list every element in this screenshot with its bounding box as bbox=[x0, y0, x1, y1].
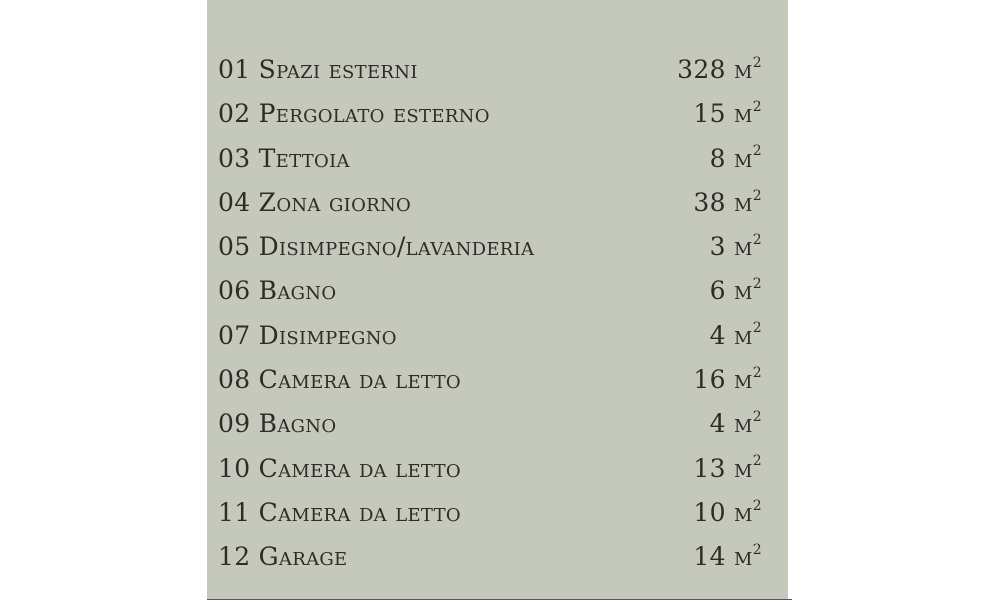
room-row bbox=[207, 454, 788, 498]
room-row bbox=[207, 365, 788, 409]
room-name: 03 Tettoia bbox=[218, 143, 350, 173]
room-area: 328 $m^2$ bbox=[677, 54, 762, 84]
room-row bbox=[207, 55, 788, 99]
room-row bbox=[207, 321, 788, 365]
room-row bbox=[207, 232, 788, 276]
room-row bbox=[207, 276, 788, 320]
room-list bbox=[207, 55, 788, 587]
room-row bbox=[207, 188, 788, 232]
room-name: 10 Camera da letto bbox=[218, 453, 461, 483]
room-area: 3 $m^2$ bbox=[709, 231, 762, 262]
room-name: 09 Bagno bbox=[218, 409, 337, 439]
room-row bbox=[207, 409, 788, 453]
room-area: 14 $m^2$ bbox=[693, 541, 762, 572]
room-name: 02 Pergolato esterno bbox=[218, 99, 490, 129]
room-name: 11 Camera da letto bbox=[218, 497, 461, 527]
room-area: 38 $m^2$ bbox=[693, 187, 762, 217]
room-name: 04 Zona giorno bbox=[218, 187, 412, 217]
room-name: 12 Garage bbox=[218, 542, 348, 572]
room-area: 10 $m^2$ bbox=[693, 497, 762, 527]
room-area: 15 $m^2$ bbox=[693, 98, 762, 129]
room-name: 07 Disimpegno bbox=[218, 320, 397, 350]
room-area: 4 $m^2$ bbox=[709, 409, 762, 439]
room-area: 16 $m^2$ bbox=[693, 364, 762, 395]
room-row bbox=[207, 144, 788, 188]
room-row bbox=[207, 542, 788, 586]
room-name: 08 Camera da letto bbox=[218, 365, 461, 395]
room-row bbox=[207, 498, 788, 542]
room-area: 4 $m^2$ bbox=[709, 320, 762, 350]
room-area: 6 $m^2$ bbox=[709, 276, 762, 306]
room-name: 06 Bagno bbox=[218, 276, 337, 306]
room-area: 8 $m^2$ bbox=[709, 143, 762, 173]
room-area-panel bbox=[207, 0, 788, 599]
room-name: 01 Spazi esterni bbox=[218, 55, 418, 84]
room-name: 05 Disimpegno/lavanderia bbox=[218, 232, 535, 262]
room-area: 13 $m^2$ bbox=[693, 453, 762, 483]
room-row bbox=[207, 99, 788, 143]
